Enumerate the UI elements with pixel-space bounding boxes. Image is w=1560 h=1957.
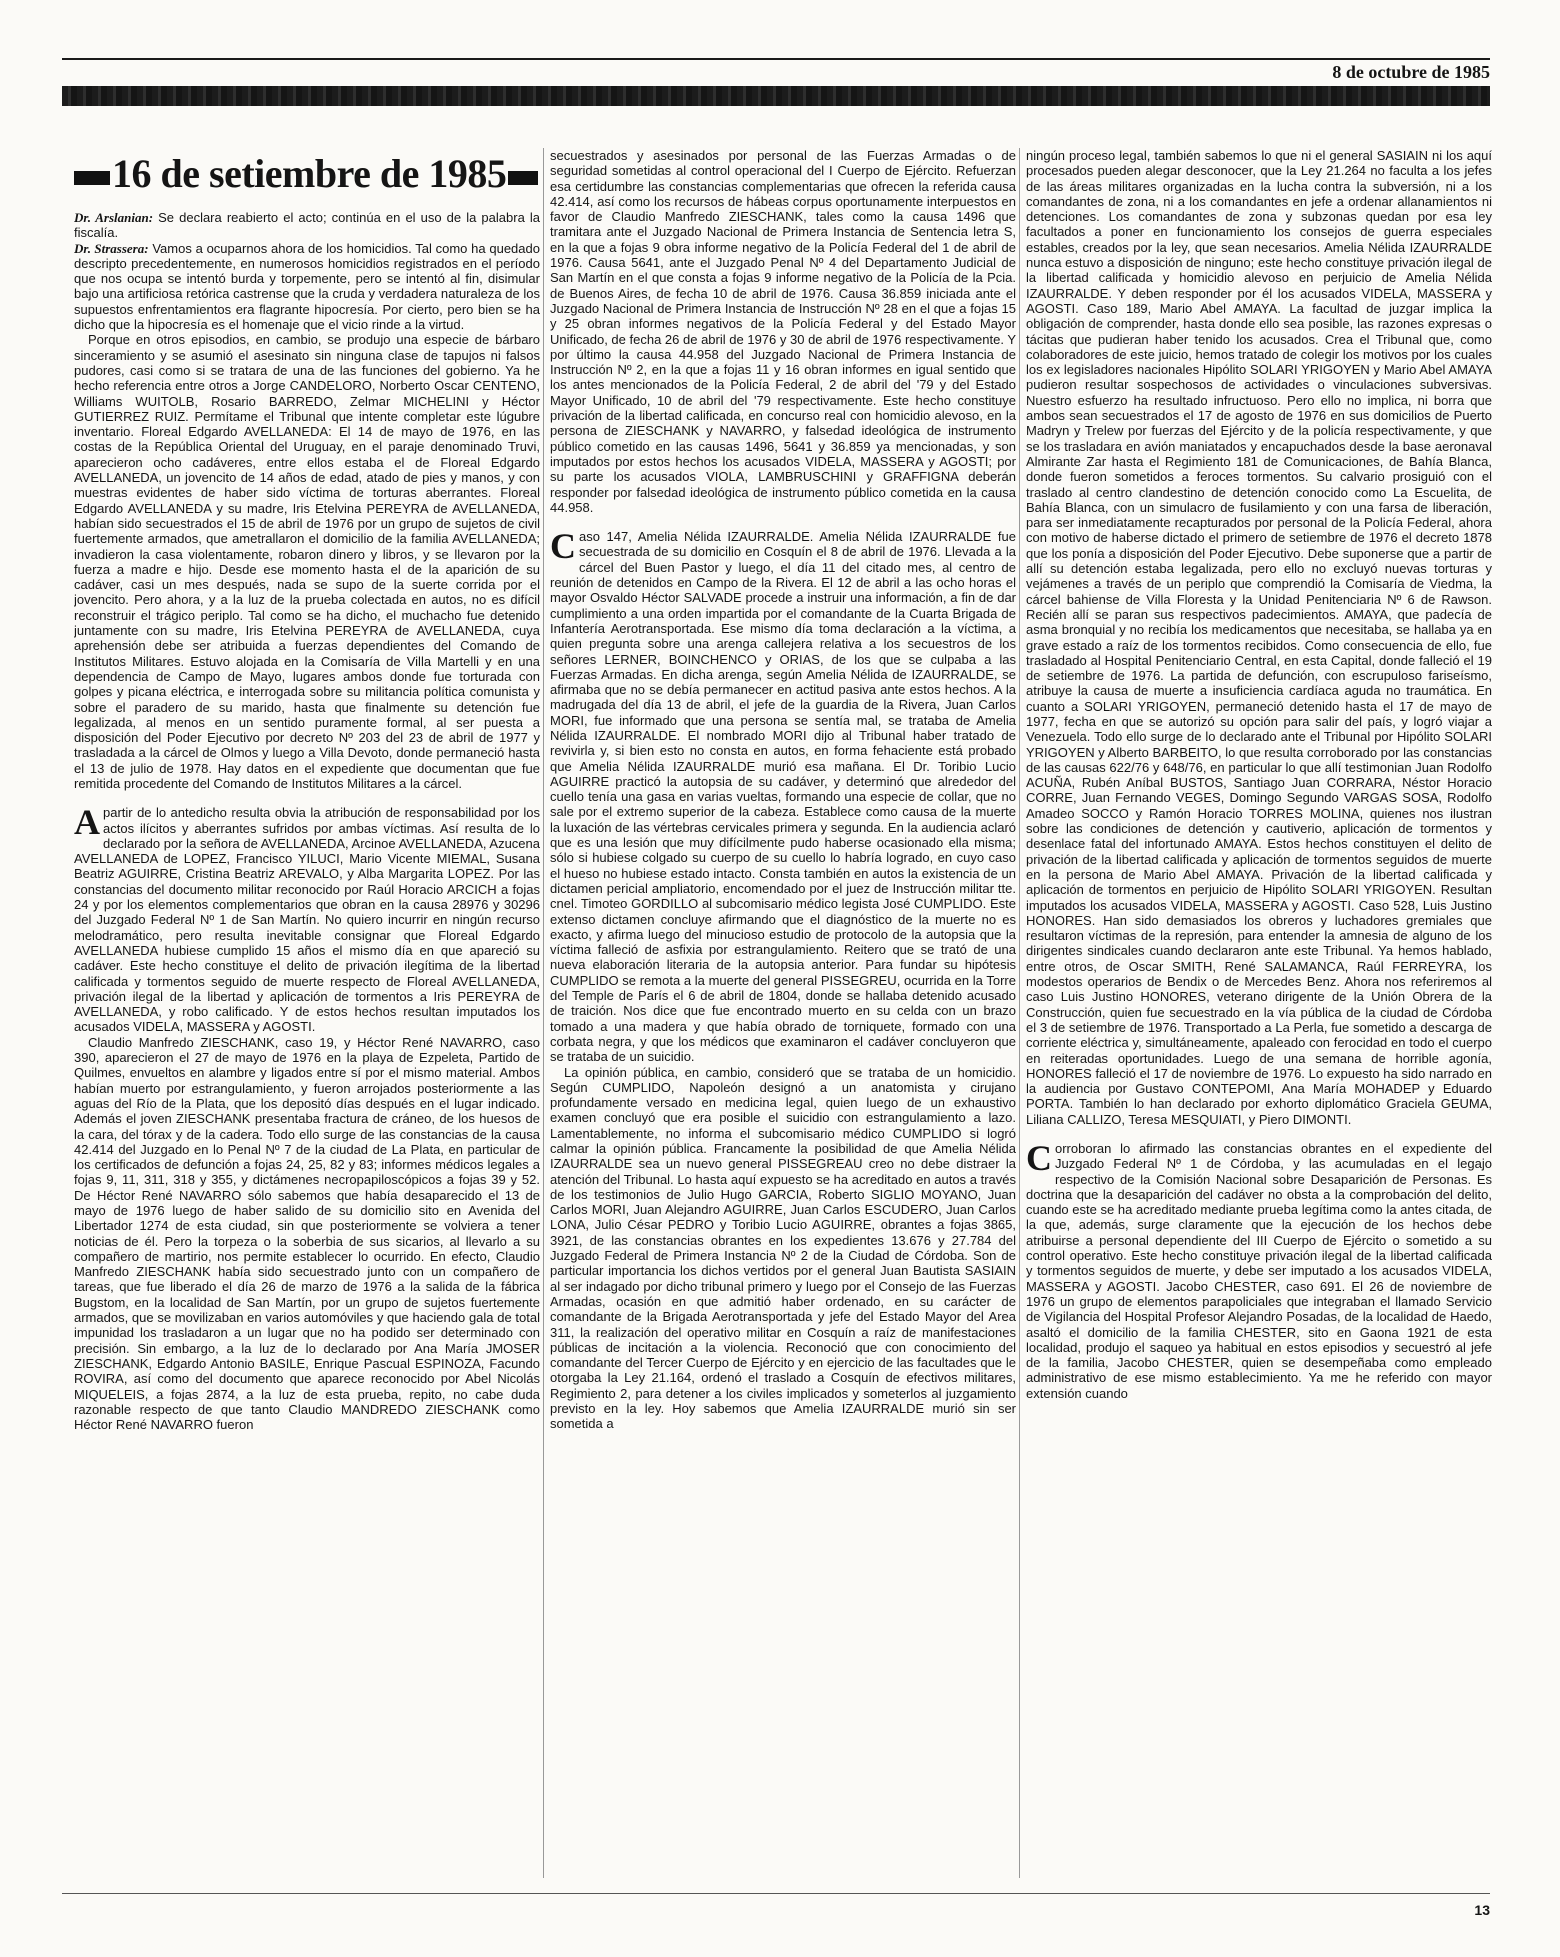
- title-bar-right: [508, 171, 538, 185]
- paragraph: [74, 802, 540, 1035]
- paragraph-text: Vamos a ocuparnos ahora de los homicidios. Tal como ha quedado descripto precedentemente, en numerosos homicidios registrados en el período que nos ocupa se intentó burda y torpemente, pero se intentó al fin, disimular bajo una artificiosa retórica castrense que la cruda y verdadera naturaleza de los supuestos enfrentamientos era flagrante hipocresía. Por cierto, pero bien se ha dicho que la hipocresía es el homenaje que el vicio rinde a la virtud.: [74, 240, 540, 333]
- paragraph: [550, 526, 1016, 1065]
- paragraph-text: Porque en otros episodios, en cambio, se produjo una especie de bárbaro sinceramiento y se asumió el asesinato sin ninguna clase de tapujos ni falsos pudores, casi como si se tratara de una de las funciones del gobierno. Ya he hecho referencia entre otros a Jorge CANDELORO, Norberto Oscar CENTENO, Williams WUITOLB, Rosario BARREDO, Zelmar MICHELINI y Héctor GUTIERREZ RUIZ. Permítame el Tribunal que intente completar este lúgubre inventario. Floreal Edgardo AVELLANEDA: El 14 de mayo de 1976, en las costas de la República Oriental del Uruguay, en el paraje denominado Truvi, aparecieron ocho cadáveres, entre ellos estaba el de Floreal Edgardo AVELLANEDA, un jovencito de 14 años de edad, atado de pies y manos, y con muestras evidentes de haber sido víctima de torturas aberrantes. Floreal Edgardo AVELLANEDA y su madre, Iris Etelvina PEREYRA de AVELLANEDA, habían sido secuestrados el 15 de abril de 1976 por un grupo de sujetos de civil fuertemente armados, que ametrallaron el domicilio de la familia AVELLANEDA; invadieron la casa violentamente, robaron dinero y libros, y se llevaron por la fuerza a madre e hijo. Desde ese momento hasta el de la aparición de su cadáver, casi un mes después, nada se supo de la suerte corrida por el jovencito. Pero ahora, y a la luz de la prueba colectada en autos, no es difícil reconstruir el trágico periplo. Tal como se ha dicho, el muchacho fue detenido juntamente con su madre, Iris Etelvina PEREYRA de AVELLANEDA, cuya aprehensión debe ser atribuida a fuerzas dependientes del Comando de Institutos Militares. Estuvo alojada en la Comisaría de Villa Martelli y en una dependencia de Campo de Mayo, lugares ambos donde fue torturada con golpes y picana eléctrica, e interrogada sobre su militancia política comunista y sobre el paradero de su marido, hasta que finalmente su detención fue legalizada, al menos en un sentido puramente formal, al ser puesta a disposición del Poder Ejecutivo por decreto Nº 203 del 23 de abril de 1977 y trasladada a la cárcel de Olmos y luego a Villa Devoto, donde permaneció hasta el 13 de julio de 1978. Hay datos en el expediente que documentan que fue remitida procedente del Comando de Institutos Militares a la cárcel.: [74, 332, 540, 791]
- column-3: [1026, 148, 1492, 1877]
- page-number: 13: [1474, 1902, 1490, 1918]
- paragraph: [550, 148, 1016, 515]
- issue-date: 8 de octubre de 1985: [1332, 62, 1490, 82]
- paragraph: [1026, 148, 1492, 1127]
- column-1: [74, 210, 540, 1877]
- paragraph: [1026, 1138, 1492, 1401]
- speaker-label: Dr. Strassera:: [74, 240, 149, 256]
- paragraph-text: ningún proceso legal, también sabemos lo que ni el general SASIAIN ni los aquí procesados pueden alegar desconocer, que la Ley 21.264 no faculta a los jefes de las áreas militares organizadas en la lucha contra la subversión, ni a los comandantes de zona, ni a los comandantes en jefe a ordenar allanamientos ni detenciones. Los comandantes de zona y subzonas quedan por esa ley facultados a poner en funcionamiento los consejos de guerra especiales estables, creados por la ley, que sean necesarios. Amelia Nélida IZAURRALDE nunca estuvo a disposición de ninguno; este hecho constituye privación ilegal de la libertad calificada y homicidio alevoso en perjuicio de Amelia Nélida IZAURRALDE. Y deben responder por él los acusados VIDELA, MASSERA y AGOSTI. Caso 189, Mario Abel AMAYA. La facultad de juzgar implica la obligación de comprender, hasta donde ello sea posible, las razones expresas o tácitas que pudieran haber tenido los acusados. Crea el Tribunal que, como colaboradores de este juicio, hemos tratado de colegir los motivos por los cuales los ex legisladores nacionales Hipólito SOLARI YRIGOYEN y Mario Abel AMAYA pudieron resultar sospechosos de actividades o vinculaciones subversivas. Nuestro esfuerzo ha resultado infructuoso. Pero ello no implica, ni borra que ambos sean secuestrados el 17 de agosto de 1976 en sus domicilios de Puerto Madryn y Trelew por fuerzas del Ejército y de la policía respectivamente, y que se los trasladara en avión maniatados y encapuchados desde la base aeronaval Almirante Zar hasta el Regimiento 181 de Comunicaciones, de Bahía Blanca, donde fueron sometidos a feroces tormentos. Su calvario prosiguió con el traslado al centro clandestino de detención conocido como La Escuelita, de Bahía Blanca, con un simulacro de fusilamiento y con una farsa de liberación, para ser inmediatamente recapturados por personal de la Policía Federal, ahora con motivo de haberse dictado el primero de setiembre de 1976 el decreto 1878 que los ponía a disposición del Poder Ejecutivo. Debe suponerse que a partir de allí su detención estaba legalizada, pero ello no excluyó nuevas torturas y vejámenes a través de un periplo que comprendió la Comisaría de Viedma, la cárcel bahiense de Villa Floresta y la Unidad Penitenciaria Nº 6 de Rawson. Recién allí se paran sus respectivos padecimientos. AMAYA, que padecía de asma bronquial y no recibía los medicamentos que necesitaba, se hallaba ya en grave estado a raíz de los tormentos recibidos. Como consecuencia de ello, fue trasladado al Hospital Penitenciario Central, en esta Capital, donde falleció el 19 de setiembre de 1976. La partida de defunción, con escrupuloso fariseísmo, atribuye la causa de muerte a insuficiencia cardíaca aguda no traumática. En cuanto a SOLARI YRIGOYEN, permaneció detenido hasta el 17 de mayo de 1977, fecha en que se autorizó su opción para salir del país, y logró viajar a Venezuela. Todo ello surge de lo declarado ante el Tribunal por Hipólito SOLARI YRIGOYEN y Alberto BARBEITO, lo que resulta corroborado por las constancias de las causas 622/76 y 648/76, en particular lo que allí testimonian Juan Rodolfo ACUÑA, Rubén Aníbal BUSTOS, Santiago Juan CORRARA, Néstor Horacio CORRE, Juan Fernando VEGES, Domingo Segundo VARGAS SOSA, Rodolfo Amadeo SOCCO y Ramón Horacio TORRES MOLINA, quienes nos ilustran sobre las condiciones de detención y cautiverio, aplicación de tormentos y desenlace fatal del infortunado AMAYA. Estos hechos constituyen el delito de privación de la libertad calificada y aplicación de tormentos seguidos de muerte en la persona de Mario Abel AMAYA. Privación de la libertad calificada y aplicación de tormentos en perjuicio de Hipólito SOLARI YRIGOYEN. Resultan imputados los acusados VIDELA, MASSERA y AGOSTI. Caso 528, Luis Justino HONORES. Han sido demasiados los obreros y luchadores gremiales que resultaron víctimas de la represión, para entender la amnesia de alguno de los dirigentes sindicales cuando declararon ante este Tribunal. Ya hemos hablado, entre otros, de Oscar SMITH, René SALAMANCA, Raúl FERREYRA, los modestos operarios de Bendix o de Mercedes Benz. Ahora nos referiremos al caso Luis Justino HONORES, veterano dirigente de la Unión Obrera de la Construcción, quien fue secuestrado en la vía pública de la ciudad de Córdoba el 3 de setiembre de 1976. Transportado a La Perla, fue sometido a descarga de corriente eléctrica y, simultáneamente, apaleado con ferocidad en todo el cuerpo en reiteradas oportunidades. Luego de una semana de horrible agonía, HONORES falleció el 17 de noviembre de 1976. Lo expuesto ha sido narrado en la audiencia por Gustavo CONTEPOMI, Ana María MOHADEP y Eduardo PORTA. También lo han declarado por exhorto diplomático Graciela GEUMA, Liliana CALLIZO, Teresa MESQUIATI, y Piero DIMONTI.: [1026, 148, 1492, 1127]
- paragraph-text: orroboran lo afirmado las constancias obrantes en el expediente del Juzgado Federal Nº 1 de Córdoba, y las acumuladas en el legajo respectivo de la Comisión Nacional sobre Desaparición de Personas. Es doctrina que la desaparición del cadáver no obsta a la comprobación del delito, cuando este se ha acreditado mediante prueba legítima como la antes citada, de la que, además, surge claramente que la ejecución de los hechos debe atribuirse a personal dependiente del III Cuerpo de Ejército o sometido a su control operativo. Este hecho constituye privación ilegal de la libertad calificada y tormentos seguidos de muerte, y debe ser imputado a los acusados VIDELA, MASSERA y AGOSTI. Jacobo CHESTER, caso 691. El 26 de noviembre de 1976 un grupo de elementos parapoliciales que integraban el llamado Servicio de Vigilancia del Hospital Profesor Alejandro Posadas, de la localidad de Haedo, asaltó el domicilio de la familia CHESTER, sito en Gaona 1921 de esta localidad, produjo el saqueo ya habitual en estos episodios y secuestró al jefe de la familia, Jacobo CHESTER, quien se desempeñaba como empleado administrativo de ese mismo establecimiento. Ya me he referido con mayor extensión cuando: [1026, 1141, 1492, 1401]
- paragraph: [74, 1035, 540, 1433]
- column-separator: [1019, 148, 1020, 1878]
- paragraph: [550, 1065, 1016, 1432]
- paragraph-text: aso 147, Amelia Nélida IZAURRALDE. Amelia Nélida IZAURRALDE fue secuestrada de su domicilio en Cosquín el 8 de abril de 1976. Llevada a la cárcel del Buen Pastor y luego, el día 11 del citado mes, al centro de reunión de detenidos en Campo de la Rivera. El 12 de abril a las ocho horas el mayor Osvaldo Héctor SALVADE procede a instruir una información, a fin de dar cumplimiento a una orden impartida por el comandante de la Cuarta Brigada de Infantería Aerotransportada. Ese mismo día toma declaración a la víctima, a quien pregunta sobre una arenga callejera relativa a los secuestros de los señores LERNER, BOINCHENCO y ORIAS, de los que se culpaba a las Fuerzas Armadas. En dicha arenga, según Amelia Nélida de IZAURRALDE, se afirmaba que no se debía permanecer en actitud pasiva ante estos hechos. A la madrugada del día 13 de abril, el jefe de la guardia de la Rivera, Juan Carlos MORI, fue informado que una persona se sentía mal, se trataba de Amelia Nélida IZAURRALDE. El nombrado MORI dijo al Tribunal haber tratado de revivirla y, si bien esto no consta en autos, en forma fehaciente está probado que Amelia Nélida IZAURRALDE murió esa mañana. El Dr. Toribio Lucio AGUIRRE practicó la autopsia de su cadáver, y determinó que alrededor del cuello tenía una gasa en varias vueltas, formando una especie de collar, que no sale por el extremo superior de la cabeza. Establece como causa de la muerte la luxación de las vértebras cervicales primera y segunda. En la audiencia aclaró que es una lesión que muy difícilmente pudo haberse ocasionado ella misma; sólo si hubiese colgado su cuerpo de su cuello lo habría logrado, en cuyo caso el hueso no hubiese estado intacto. Consta también en autos la existencia de un dictamen pericial ampliatorio, encomendado por el juez de Instrucción militar tte. cnel. Timoteo GORDILLO al subcomisario médico legista José CUMPLIDO. Este extenso dictamen concluye afirmando que el diagnóstico de la muerte no es exacto, y afirma luego del minucioso estudio de protocolo de la autopsia que la víctima falleció de asfixia por estrangulamiento. Reitero que se trató de una nueva elaboración literaria de la autopsia anterior. Para fundar su hipótesis CUMPLIDO se remota a la muerte del general PISSEGREU, ocurrida en la Torre del Temple de París el 6 de abril de 1804, donde se hallaba detenido acusado de traición. Nos dice que fue encontrado muerto en su celda con un brazo tomado a una madera y que había obrado de torniquete, formado con una corbata negra, y que los médicos que examinaron el cadáver concluyeron que se trataba de un suicidio.: [550, 529, 1016, 1065]
- paragraph: [74, 241, 540, 333]
- header-band: [62, 86, 1490, 106]
- top-rule: [62, 58, 1490, 60]
- drop-cap: C: [550, 526, 576, 567]
- title-bar-left: [74, 171, 110, 185]
- drop-cap: C: [1026, 1138, 1052, 1178]
- column-2: [550, 148, 1016, 1877]
- bottom-rule: [62, 1893, 1490, 1894]
- paragraph: [74, 332, 540, 791]
- paragraph-text: partir de lo antedicho resulta obvia la atribución de responsabilidad por los actos ilícitos y aberrantes sufridos por ambas víctimas. Así resulta de lo declarado por la señora de AVELLANEDA, Arcinoe AVELLANEDA, Azucena AVELLANEDA de LOPEZ, Francisco YILUCI, Mario Vicente MIEMAL, Susana Beatriz AGUIRRE, Cristina Beatriz AREVALO, y Alba Margarita LOPEZ. Por las constancias del documento militar reconocido por Raúl Horacio ARCICH a fojas 24 y por los elementos complementarios que obran en la causa 28976 y 30296 del Juzgado Federal Nº 1 de San Martín. No quiero incurrir en ningún recurso melodramático, pero resulta inevitable consignar que Floreal Edgardo AVELLANEDA hubiese cumplido 15 años el mismo día en que apareció su cadáver. Este hecho constituye el delito de privación ilegítima de la libertad calificada y tormentos seguido de muerte respecto de Floreal AVELLANEDA, privación ilegal de la libertad y aplicación de tormentos a Iris PEREYRA de AVELLANEDA, y robo calificado. Y de estos hechos resultan imputados los acusados VIDELA, MASSERA y AGOSTI.: [74, 805, 540, 1035]
- paragraph-text: Se declara reabierto el acto; continúa en el uso de la palabra la fiscalía.: [74, 210, 540, 241]
- paragraph-text: secuestrados y asesinados por personal de las Fuerzas Armadas o de seguridad sometidas al control operacional del I Cuerpo de Ejército. Refuerzan esa certidumbre las constancias complementarias que ofrecen la referida causa 42.414, así como los recursos de hábeas corpus oportunamente interpuestos en favor de Claudio Manfredo ZIESCHANK, tales como la causa 1496 que tramitara ante el Juzgado Nacional de Primera Instancia de Sentencia letra S, en la que a fojas 9 obra informe negativo de la Policía Federal del 1 de abril de 1976. Causa 5641, ante el Juzgado Penal Nº 4 del Departamento Judicial de San Martín en el que consta a fojas 9 informe negativo de la Policía de la Pcia. de Buenos Aires, de fecha 10 de abril de 1976. Causa 36.859 iniciada ante el Juzgado Nacional de Primera Instancia de Instrucción Nº 28 en el que a fojas 15 y 25 obran informes negativos de la Policía Federal y del Estado Mayor Unificado, de fecha 26 de abril de 1976 y 30 de abril de 1976 respectivamente. Y por último la causa 44.958 del Juzgado Nacional de Primera Instancia de Instrucción Nº 2, en la que a fojas 11 y 16 obran informes en igual sentido que los antes mencionados de la Policía Federal, 2 de abril del '79 y del Estado Mayor Unificado, 10 de abril del '79 respectivamente. Este hecho constituye privación de la libertad calificada, en concurso real con homicidio alevoso, en la persona de ZIESCHANK y NAVARRO, y falsedad ideológica de instrumento público cometido en las causas 1496, 5641 y 36.859 ya mencionadas, y son imputados por estos hechos los acusados VIDELA, MASSERA y AGOSTI; por su parte los acusados VIOLA, LAMBRUSCHINI y GRAFFIGNA deberán responder por falsedad ideológica de instrumento público cometida en la causa 44.958.: [550, 148, 1016, 515]
- speaker-label: Dr. Arslanian:: [74, 210, 154, 225]
- title-text: 16 de setiembre de 1985: [112, 151, 507, 196]
- paragraph-text: Claudio Manfredo ZIESCHANK, caso 19, y Héctor René NAVARRO, caso 390, aparecieron el 27 de mayo de 1976 en la playa de Ezpeleta, Partido de Quilmes, envueltos en alambre y ligados entre sí por el mismo material. Ambos habían muerto por estrangulamiento, y fueron arrojados posteriormente a las aguas del Río de la Plata, que los depositó días después en el lugar indicado. Además el joven ZIESCHANK presentaba fractura de cráneo, de los huesos de la cara, del tórax y de la cadera. Todo ello surge de las constancias de la causa 42.414 del Juzgado en lo Penal Nº 7 de la ciudad de La Plata, en particular de los certificados de defunción a fojas 24, 25, 82 y 83; informes médicos legales a fojas 9, 11, 311, 318 y 355, y dictámenes necropapiloscópicos a fojas 39 y 52. De Héctor René NAVARRO sólo sabemos que había desaparecido el 13 de mayo de 1976 luego de haber salido de su domicilio sito en Avenida del Libertador 1274 de esta ciudad, sin que posteriormente se volviera a tener noticias de él. Pero la torpeza o la soberbia de sus sicarios, al llevarlo a su compañero de martirio, nos permite establecer lo ocurrido. En efecto, Claudio Manfredo ZIESCHANK había sido secuestrado junto con un compañero de tareas, que fue liberado el día 26 de marzo de 1976 a la salida de la fábrica Bugstom, en la localidad de San Martín, por un grupo de sujetos fuertemente armados, que se movilizaban en varios automóviles y que haciendo gala de total impunidad los trasladaron a un lugar que no ha podido ser determinado con precisión. Sin embargo, a la luz de lo declarado por Ana María JMOSER ZIESCHANK, Edgardo Antonio BASILE, Enrique Pascual ESPINOZA, Facundo ROVIRA, así como del documento que aparece reconocido por Abel Nicolás MIQUELEIS, a fojas 2874, a la luz de esta prueba, repito, no cabe duda razonable respecto de que tanto Claudio MANDREDO ZIESCHANK como Héctor René NAVARRO fueron: [74, 1034, 540, 1433]
- page-title: [74, 150, 538, 197]
- column-separator: [543, 148, 544, 1878]
- paragraph: [74, 210, 540, 241]
- drop-cap: A: [74, 802, 100, 843]
- paragraph-text: La opinión pública, en cambio, consideró que se trataba de un homicidio. Según CUMPLIDO, Napoleón designó a un anatomista y cirujano profundamente versado en medicina legal, quien luego de un exhaustivo examen concluyó que era posible el suicidio con estrangulamiento a lazo. Lamentablemente, no informa el subcomisario médico CUMPLIDO si logró calmar la opinión pública. Francamente la posibilidad de que Amelia Nélida IZAURRALDE sea un nuevo general PISSEGREAU creo no debe distraer la atención del Tribunal. Lo hasta aquí expuesto se ha acreditado en autos a través de los testimonios de Julio Hugo GARCIA, Roberto SIGLIO MOYANO, Juan Carlos MORI, Juan Alejandro AGUIRRE, Juan Carlos ESCUDERO, Juan Carlos LONA, Julio César PEDRO y Toribio Lucio AGUIRRE, obrantes a fojas 3865, 3921, de las constancias obrantes en los expedientes 13.676 y 27.784 del Juzgado Federal de Primera Instancia Nº 2 de la Ciudad de Córdoba. Son de particular importancia los dichos vertidos por el general Juan Bautista SASIAIN al ser indagado por dicho tribunal primero y luego por el Consejo de las Fuerzas Armadas, ocasión en que admitió haber ordenado, en su carácter de comandante de la Brigada Aerotransportada y jefe del Estado Mayor del Area 311, la realización del operativo militar en Cosquín a raíz de manifestaciones públicas de incitación a la violencia. Reconoció que con conocimiento del comandante del Tercer Cuerpo de Ejército y en ejercicio de las facultades que le otorgaba la Ley 21.164, ordenó el traslado a Cosquín de efectivos militares, Regimiento 2, para detener a los civiles implicados y someterlos al juzgamiento previsto en la ley. Hoy sabemos que Amelia IZAURRALDE murió sin ser sometida a: [550, 1064, 1016, 1432]
